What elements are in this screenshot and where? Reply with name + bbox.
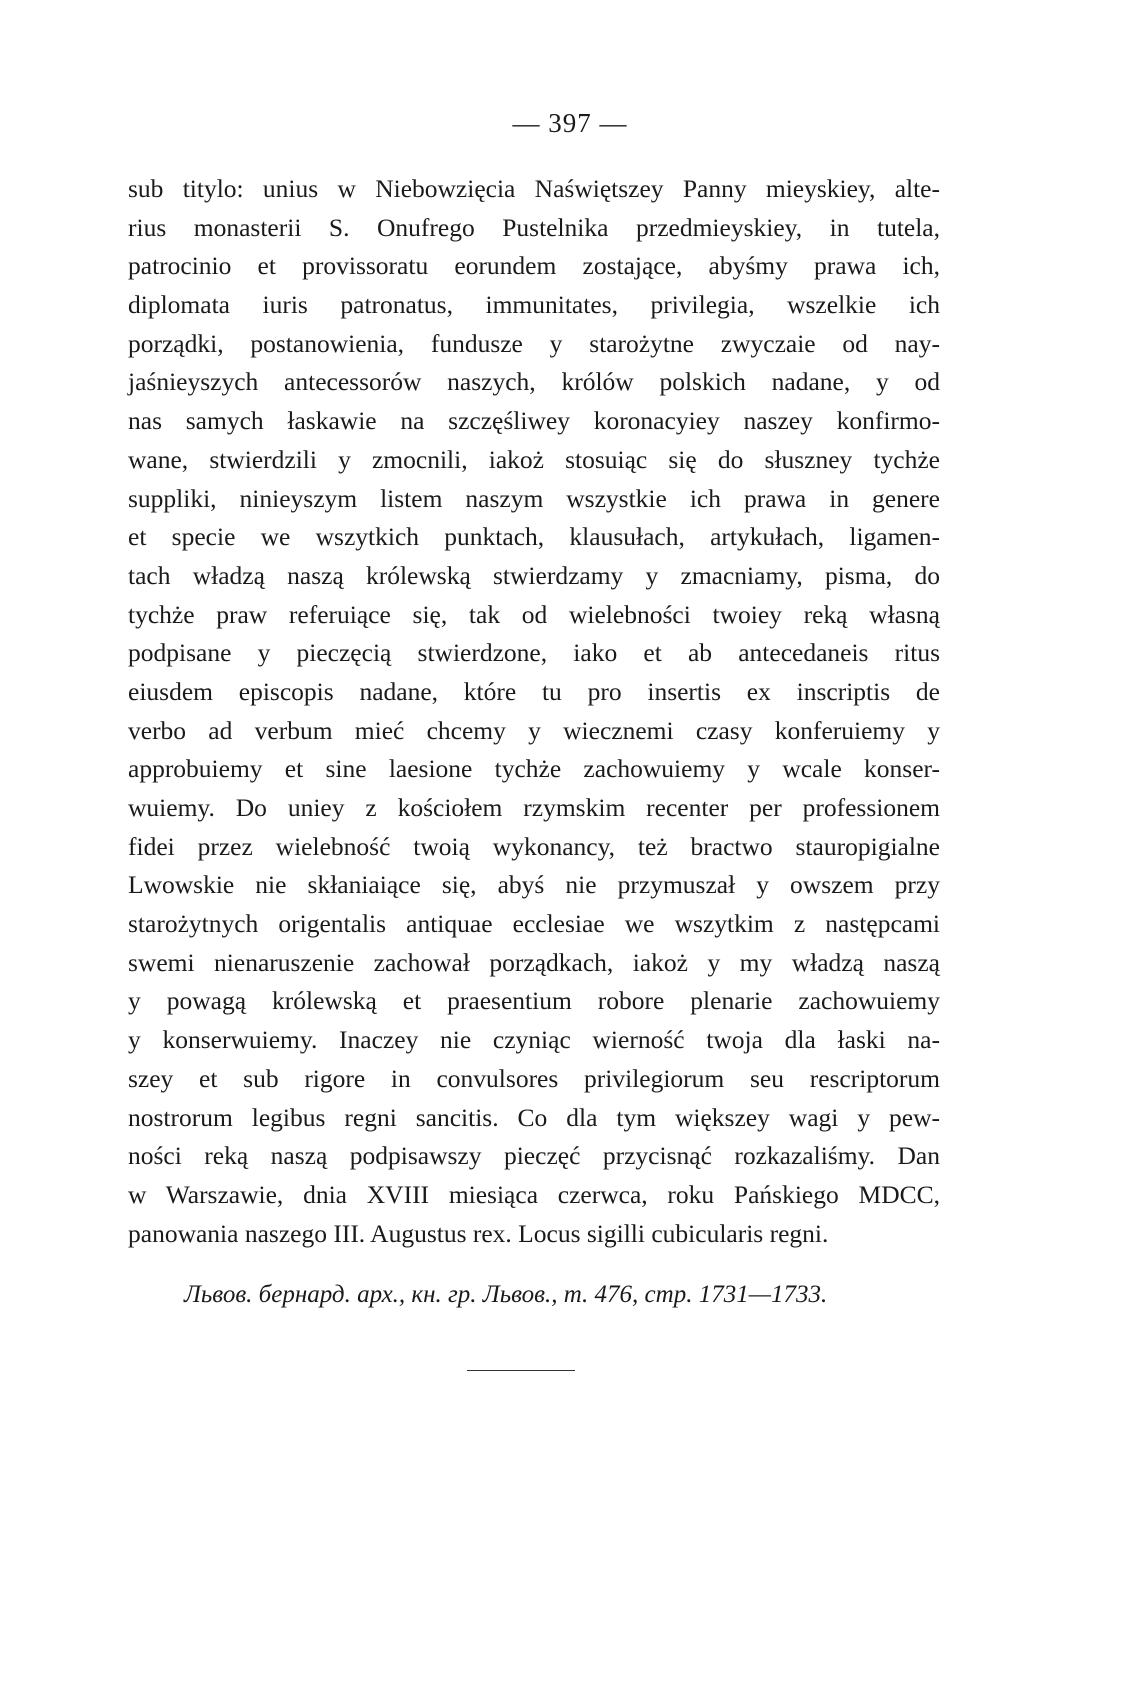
text-line: suppliki, ninieyszym listem naszym wszystkie ich prawa in genere [128, 483, 940, 513]
text-line: podpisane y pieczęcią stwierdzone, iako et ab antecedaneis ritus [128, 638, 940, 668]
text-line: approbuiemy et sine laesione tychże zachowuiemy y wcale konser- [128, 754, 940, 784]
text-line: starożytnych origentalis antiquae ecclesiae we wszytkim z następcami [128, 909, 940, 939]
text-line: diplomata iuris patronatus, immunitates, privilegia, wszelkie ich [128, 290, 940, 320]
source-citation: Львов. бернард. арх., кн. гр. Львов., т. 476, стр. 1731—1733. [184, 1281, 828, 1308]
page-number: — 397 — [512, 108, 628, 138]
body-text [128, 170, 940, 1253]
text-line: y powagą królewską et praesentium robore plenarie zachowuiemy [128, 986, 940, 1016]
text-line: y konserwuiemy. Inaczey nie czyniąc wierność twoja dla łaski na- [128, 1025, 940, 1055]
text-line: et specie we wszytkich punktach, klausułach, artykułach, ligamen- [128, 522, 940, 552]
end-rule [467, 1370, 575, 1371]
text-line: porządki, postanowienia, fundusze y starożytne zwyczaie od nay- [128, 328, 940, 358]
text-line: patrocinio et provissoratu eorundem zostające, abyśmy prawa ich, [128, 251, 940, 281]
text-line: nostrorum legibus regni sancitis. Co dla tym większey wagi y pew- [128, 1102, 940, 1132]
text-line: wane, stwierdzili y zmocnili, iakoż stosuiąc się do słuszney tychże [128, 444, 940, 474]
text-line: verbo ad verbum mieć chcemy y wiecznemi czasy konferuiemy y [128, 715, 940, 745]
text-line: rius monasterii S. Onufrego Pustelnika przedmieyskiey, in tutela, [128, 212, 940, 242]
text-line: szey et sub rigore in convulsores privilegiorum seu rescriptorum [128, 1063, 940, 1093]
text-line: jaśnieyszych antecessorów naszych, królów polskich nadane, y od [128, 367, 940, 397]
text-line: swemi nienaruszenie zachował porządkach, iakoż y my władzą naszą [128, 947, 940, 977]
text-line: w Warszawie, dnia XVIII miesiąca czerwca, roku Pańskiego MDCC, [128, 1179, 940, 1209]
text-line: tychże praw referuiące się, tak od wielebności twoiey reką własną [128, 599, 940, 629]
text-line-last: panowania naszego III. Augustus rex. Locus sigilli cubicularis regni. [128, 1218, 829, 1248]
text-line: ności reką naszą podpisawszy pieczęć przycisnąć rozkazaliśmy. Dan [128, 1141, 940, 1171]
text-line: sub titylo: unius w Niebowzięcia Naświętszey Panny mieyskiey, alte- [128, 174, 940, 203]
text-line: fidei przez wielebność twoią wykonancy, też bractwo stauropigialne [128, 831, 940, 861]
text-line: nas samych łaskawie na szczęśliwey koronacyiey naszey konfirmo- [128, 406, 940, 436]
text-line: eiusdem episcopis nadane, które tu pro insertis ex inscriptis de [128, 676, 940, 706]
text-line: tach władzą naszą królewską stwierdzamy y zmacniamy, pisma, do [128, 560, 940, 590]
text-line: wuiemy. Do uniey z kościołem rzymskim recenter per professionem [128, 793, 940, 822]
text-line: Lwowskie nie skłaniaiące się, abyś nie przymuszał y owszem przy [128, 870, 940, 900]
